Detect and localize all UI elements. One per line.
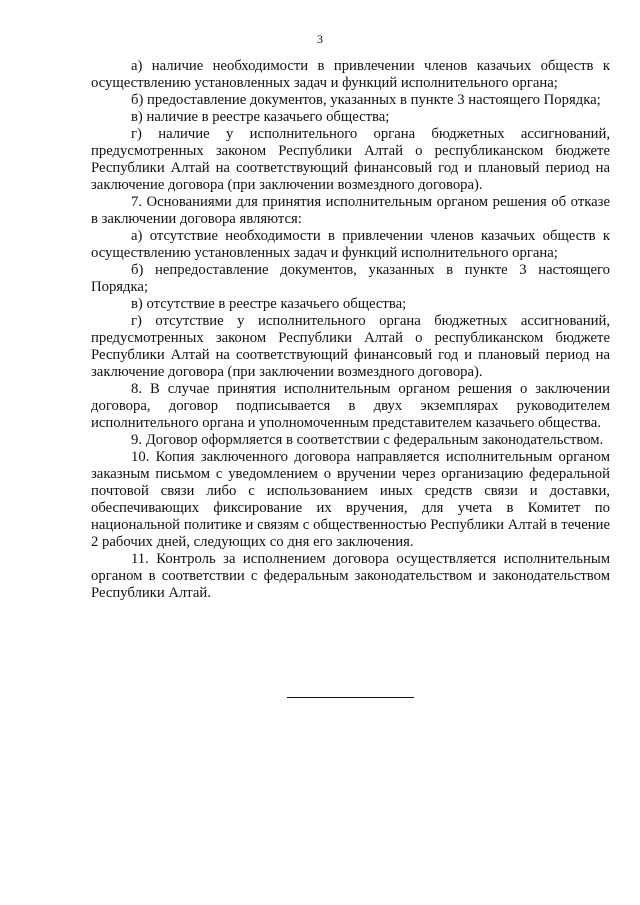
closing-rule xyxy=(287,697,414,698)
paragraph-6b: б) предоставление документов, указанных в пункте 3 настоящего Порядка; xyxy=(131,92,601,108)
paragraph-11: 11. Контроль за исполнением договора осуществляется исполнительным органом в соответствии с федеральным законодательством и законодательством Республики Алтай. xyxy=(91,551,610,601)
paragraph-8: 8. В случае принятия исполнительным органом решения о заключении договора, договор подписывается в двух экземплярах руководителем исполнительного органа и уполномоченным представителем казачьего общества. xyxy=(91,381,610,431)
paragraph-6d: г) наличие у исполнительного органа бюджетных ассигнований, предусмотренных законом Республики Алтай о республиканском бюджете Республики Алтай на соответствующий финансовый год и плановый период на заключение договора (при заключении возмездного договора). xyxy=(91,126,610,193)
paragraph-7d: г) отсутствие у исполнительного органа бюджетных ассигнований, предусмотренных законом Республики Алтай о республиканском бюджете Республики Алтай на соответствующий финансовый год и плановый период на заключение договора (при заключении возмездного договора). xyxy=(91,313,610,380)
paragraph-9: 9. Договор оформляется в соответствии с федеральным законодательством. xyxy=(131,432,604,448)
paragraph-10: 10. Копия заключенного договора направляется исполнительным органом заказным письмом с уведомлением о вручении через организацию федеральной почтовой связи либо с использованием иных средств связи и доставки, обеспечивающих фиксирование их вручения, для учета в Комитет по национальной политике и связям с общественностью Республики Алтай в течение 2 рабочих дней, следующих со дня его заключения. xyxy=(91,449,610,550)
paragraph-7a: а) отсутствие необходимости в привлечении членов казачьих обществ к осуществлению установленных задач и функций исполнительного органа; xyxy=(91,228,610,261)
paragraph-6c: в) наличие в реестре казачьего общества; xyxy=(131,109,390,125)
paragraph-6a: а) наличие необходимости в привлечении членов казачьих обществ к осуществлению установленных задач и функций исполнительного органа; xyxy=(91,58,610,91)
paragraph-7c: в) отсутствие в реестре казачьего общества; xyxy=(131,296,407,312)
paragraph-7b: б) непредоставление документов, указанных в пункте 3 настоящего Порядка; xyxy=(91,262,610,295)
document-body xyxy=(91,58,610,602)
page-number: 3 xyxy=(317,32,323,46)
paragraph-7: 7. Основаниями для принятия исполнительным органом решения об отказе в заключении договора являются: xyxy=(91,194,610,227)
